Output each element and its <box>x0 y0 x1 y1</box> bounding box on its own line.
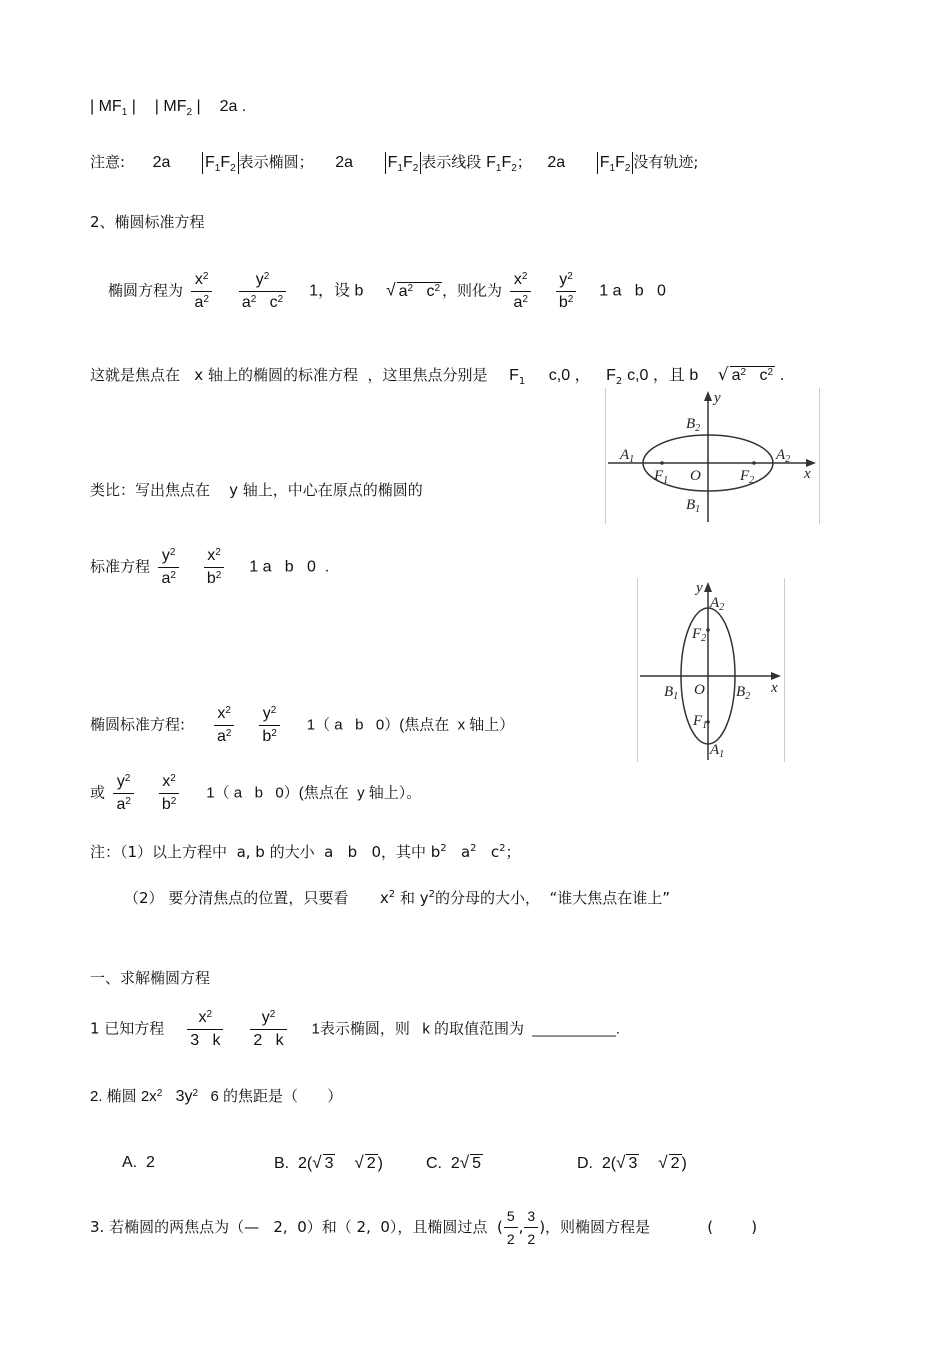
denominator: 2 <box>506 1231 515 1247</box>
label-A1 <box>709 742 724 760</box>
fraction-y2-a2 <box>113 772 133 815</box>
f: F <box>615 154 625 171</box>
f1f2-abs <box>597 152 634 174</box>
q3-prefix: 3. 若椭圆的两焦点为（— 2, 0）和（ 2, 0），且椭圆过点 ( <box>90 1218 503 1236</box>
var: x <box>217 705 226 722</box>
label-y: y <box>696 580 703 596</box>
sub: 1 <box>673 691 679 702</box>
radicand: 2 <box>366 1155 376 1172</box>
exp: 2 <box>250 294 257 305</box>
q2-tail: 6 的焦距是（ ） <box>198 1088 343 1105</box>
sub: 2 <box>412 163 419 175</box>
sub: 2 <box>701 633 707 644</box>
var: a <box>216 728 226 745</box>
exp: 2 <box>269 1009 276 1020</box>
label-F2 <box>739 468 754 486</box>
f: F <box>599 154 610 171</box>
var: b <box>558 294 568 311</box>
eq-prefix: 椭圆方程为 <box>108 281 184 300</box>
standard-equation-x-full <box>90 704 514 747</box>
sub: 1 <box>719 749 725 760</box>
sub: 1 <box>702 720 708 731</box>
exp: 2 <box>215 570 222 581</box>
note1-line <box>90 843 521 861</box>
letter: F <box>654 468 664 484</box>
note2-end: 的分母的大小， “谁大焦点在谁上” <box>434 889 671 907</box>
question-3: 3. 若椭圆的两焦点为（— 2, 0）和（ 2, 0），且椭圆过点 ( $\frac{5}{2}$ , $\frac{3}{2}$ )，则椭圆方程是 ( ) <box>90 1208 758 1247</box>
choice-b[interactable] <box>274 1154 383 1173</box>
f1f2-abs <box>202 152 239 174</box>
label-B1 <box>686 497 700 515</box>
var: x <box>162 773 171 790</box>
sqrt-a2-c2 <box>397 282 442 301</box>
var: a <box>398 282 408 300</box>
fraction-y2-a2 <box>158 546 178 589</box>
bar-end: | <box>127 98 136 115</box>
letter: B <box>664 684 674 700</box>
label-A2 <box>709 595 724 613</box>
sub: 2 <box>695 423 701 434</box>
letter: B <box>686 416 696 432</box>
var: c <box>269 294 278 311</box>
numerator: 3 <box>524 1206 538 1228</box>
sqrt-sign-icon: √ <box>616 1153 626 1172</box>
numerator: 5 <box>504 1206 518 1228</box>
exp: 2 <box>407 282 414 294</box>
denominator: 2 k <box>253 1032 284 1049</box>
sqrt-sign-icon: √ <box>459 1153 470 1172</box>
label-A1 <box>619 447 634 465</box>
ellipse-equation-line <box>108 270 666 313</box>
var: c <box>426 282 435 300</box>
f: F <box>387 154 398 171</box>
sub: 2 <box>624 163 631 175</box>
exp: 2 <box>499 843 506 854</box>
letter: F <box>693 713 703 729</box>
denominator: 3 k <box>190 1032 221 1049</box>
exp: 2 <box>567 294 574 305</box>
choice-d-text: D. 2( <box>577 1155 617 1172</box>
exp: 2 <box>170 796 177 807</box>
paren: ) <box>681 1155 687 1172</box>
sub: 1 <box>518 376 526 387</box>
sub: 1 <box>397 163 403 175</box>
var: y <box>116 773 125 790</box>
case3-lhs: 2a <box>547 154 566 171</box>
f: F <box>486 154 496 171</box>
f2-value: c,0 ，且 b <box>627 367 699 384</box>
sub: 2 <box>785 454 791 465</box>
focus-f2-dot <box>752 461 756 465</box>
fraction-y2-2-k <box>250 1008 286 1051</box>
f: F <box>220 154 231 171</box>
note1-mid: a <box>446 843 471 861</box>
radicand: 3 <box>628 1155 638 1172</box>
label-y: y <box>714 390 721 406</box>
sub: 2 <box>745 691 751 702</box>
exp: 2 <box>740 367 747 378</box>
figure-ellipse-y-axis <box>637 578 785 762</box>
y-arrow-icon <box>704 582 712 592</box>
letter: F <box>692 626 702 642</box>
letter: B <box>686 497 696 513</box>
sub: 1 <box>663 475 669 486</box>
sub: 1 <box>609 163 616 175</box>
exp: 2 <box>192 1088 199 1099</box>
var: a <box>241 294 251 311</box>
sqrt-sign-icon: √ <box>386 280 396 300</box>
exp: 2 <box>156 1088 163 1099</box>
fraction-x2-3-k <box>187 1008 223 1051</box>
exp: 2 <box>434 282 440 294</box>
exp: 2 <box>388 889 396 900</box>
fraction-x2-a2 <box>214 704 234 747</box>
segment-f1f2 <box>486 154 517 175</box>
std-x-prefix: 椭圆标准方程: <box>90 715 186 734</box>
case3-text: 没有轨迹; <box>633 153 699 171</box>
fraction-3-2 <box>524 1206 538 1249</box>
denominator: 2 <box>527 1231 536 1247</box>
exp: 2 <box>124 773 131 784</box>
var: a <box>161 570 171 587</box>
sub: 2 <box>230 163 236 175</box>
bar-end: | <box>192 98 201 115</box>
exp: 2 <box>225 705 231 716</box>
focus-f2-dot <box>706 628 710 632</box>
sub: 1 <box>214 163 221 175</box>
note1-end: c <box>476 843 500 861</box>
y-arrow-icon <box>704 391 712 401</box>
case1-text: 表示椭圆； <box>238 153 314 171</box>
exp: 2 <box>206 1009 213 1020</box>
sqrt-sign-icon: √ <box>658 1153 668 1172</box>
std-x-tail: 1（ a b 0）(焦点在 x 轴上） <box>306 716 515 734</box>
exp: 2 <box>470 843 477 854</box>
fraction-x2-b2 <box>204 546 224 589</box>
mf1-text: | MF <box>90 98 122 115</box>
var: a <box>194 294 204 311</box>
std-y-tail: 1 a b 0 . <box>249 558 330 576</box>
radicand: 2 <box>670 1155 680 1172</box>
note-line <box>90 152 698 178</box>
var: y <box>559 271 568 288</box>
f: F <box>501 154 512 171</box>
fraction-x2-b2 <box>159 772 179 815</box>
var: x <box>513 271 522 288</box>
exp: 2 <box>225 728 232 739</box>
letter: A <box>776 447 786 463</box>
var: a <box>513 294 523 311</box>
ellipse-y-diagram <box>638 578 784 762</box>
var: x <box>198 1009 207 1026</box>
sqrt-sign-icon: √ <box>354 1153 364 1172</box>
period: . <box>779 366 785 384</box>
var: x <box>207 547 216 564</box>
exp: 2 <box>440 843 447 854</box>
exp: 2 <box>263 271 270 282</box>
label-x: x <box>771 680 778 696</box>
sqrt-a2-c2 <box>730 366 775 385</box>
case2-text: 表示线段 <box>421 153 482 171</box>
f: F <box>204 154 215 171</box>
question-2 <box>90 1088 342 1106</box>
var: x <box>379 889 389 907</box>
fraction-y2-a2-c2 <box>239 270 286 313</box>
var: a <box>731 367 741 384</box>
exp: 2 <box>567 271 573 282</box>
ellipse-x-diagram <box>606 388 819 524</box>
label-F1 <box>692 713 707 731</box>
letter: A <box>710 595 720 611</box>
mf2-text: | MF <box>154 98 187 115</box>
standard-equation-y-full <box>90 772 421 815</box>
var: c <box>759 367 768 384</box>
f2: F <box>606 367 616 384</box>
exp: 2 <box>428 889 435 900</box>
label-O: O <box>690 468 701 484</box>
sub: 2 <box>719 602 725 613</box>
var: x <box>194 271 203 288</box>
eq-mid2: ，则化为 <box>442 282 503 300</box>
punct: ； <box>505 843 521 861</box>
exp: 2 <box>277 294 284 305</box>
radicand: 3 <box>324 1155 334 1172</box>
label-B2 <box>686 416 700 434</box>
fraction-y2-b2 <box>259 704 279 747</box>
sub: 2 <box>186 107 193 119</box>
var: y <box>262 705 271 722</box>
q2-mid: 3y <box>162 1088 193 1105</box>
var: b <box>262 728 272 745</box>
exp: 2 <box>270 705 277 716</box>
std-y-full-prefix: 或 <box>90 783 106 802</box>
eq-tail: 1 a b 0 <box>599 282 666 300</box>
label-A2 <box>775 447 790 465</box>
sub: 1 <box>495 163 502 175</box>
var: b <box>161 796 171 813</box>
label-B1 <box>664 684 678 702</box>
paren: ) <box>377 1155 383 1172</box>
label-O: O <box>694 682 705 698</box>
f1f2-abs <box>385 152 422 174</box>
choice-c[interactable] <box>426 1154 483 1173</box>
label-F2 <box>691 626 706 644</box>
question-1 <box>90 1008 620 1051</box>
fraction-y2-b2 <box>556 270 576 313</box>
var: b <box>206 570 216 587</box>
fraction-x2-a2 <box>510 270 530 313</box>
label-F1 <box>653 468 668 486</box>
heading-standard-equation: 2、椭圆标准方程 <box>90 213 205 231</box>
q1-tail: 1表示椭圆，则 k 的取值范围为 __________. <box>311 1020 620 1038</box>
exp: 2 <box>522 294 528 305</box>
var: y <box>161 547 170 564</box>
exp: 2 <box>202 271 209 282</box>
fraction-5-2 <box>504 1206 518 1249</box>
note2-and: 和 y <box>399 889 429 907</box>
exp: 2 <box>203 294 209 305</box>
exp: 2 <box>125 796 131 807</box>
exp: 2 <box>169 547 176 558</box>
q3-tail: )，则椭圆方程是 ( ) <box>539 1218 758 1236</box>
choice-a-text: A. 2 <box>122 1154 155 1171</box>
letter: F <box>740 468 750 484</box>
letter: A <box>620 447 630 463</box>
std-y-prefix: 标准方程 <box>90 557 151 576</box>
exp: 2 <box>170 773 176 784</box>
var: y <box>255 271 264 288</box>
x-arrow-icon <box>771 672 781 680</box>
sub: 1 <box>695 504 701 515</box>
q2-prefix: 2. 椭圆 2x <box>90 1088 157 1105</box>
definition-line <box>90 98 246 122</box>
exp: 2 <box>521 271 528 282</box>
focus-x-text: 这就是焦点在 x 轴上的椭圆的标准方程 ，这里焦点分别是 <box>90 366 488 384</box>
focus-f1-dot <box>660 461 664 465</box>
note2-line <box>124 889 670 907</box>
sub: 1 <box>121 107 128 119</box>
case2-lhs: 2a <box>335 154 354 171</box>
note-label: 注意: <box>90 153 126 171</box>
eq-mid1: 1，设 b <box>309 282 364 300</box>
standard-equation-y <box>90 546 329 589</box>
radicand: 5 <box>472 1155 482 1172</box>
choice-a[interactable] <box>122 1154 155 1172</box>
figure-ellipse-x-axis <box>605 388 820 524</box>
label-x: x <box>804 466 811 482</box>
letter: A <box>710 742 720 758</box>
letter: B <box>736 684 746 700</box>
fraction-x2-a2 <box>191 270 211 313</box>
choice-b-text: B. 2( <box>274 1155 313 1172</box>
exp: 2 <box>767 367 773 378</box>
note1-text: 注：（1）以上方程中 a, b 的大小 a b 0，其中 b <box>90 843 441 861</box>
f1: F <box>509 367 519 384</box>
sub: 2 <box>749 475 755 486</box>
definition-rhs: 2a . <box>219 98 247 115</box>
var: y <box>261 1009 270 1026</box>
choice-d[interactable] <box>577 1154 687 1173</box>
sub: 2 <box>615 376 623 387</box>
exp: 2 <box>215 547 221 558</box>
f1-value: c,0 ， <box>548 367 591 384</box>
analogy-line: 类比：写出焦点在 y 轴上，中心在原点的椭圆的 <box>90 481 423 499</box>
section-heading: 一、求解椭圆方程 <box>90 969 211 987</box>
sub: 2 <box>511 163 517 175</box>
exp: 2 <box>170 570 176 581</box>
label-B2 <box>736 684 750 702</box>
punct: ； <box>516 153 532 171</box>
exp: 2 <box>271 728 277 739</box>
std-y-full-tail: 1（ a b 0）(焦点在 y 轴上）。 <box>206 784 422 802</box>
case1-lhs: 2a <box>152 154 171 171</box>
note2-text: （2） 要分清焦点的位置，只要看 <box>124 889 349 907</box>
f: F <box>402 154 413 171</box>
sqrt-sign-icon: √ <box>717 365 729 385</box>
q1-prefix: 1 已知方程 <box>90 1019 165 1038</box>
choice-c-text: C. 2 <box>426 1155 460 1172</box>
sub: 1 <box>629 454 635 465</box>
var: a <box>116 796 126 813</box>
sqrt-sign-icon: √ <box>312 1153 322 1172</box>
